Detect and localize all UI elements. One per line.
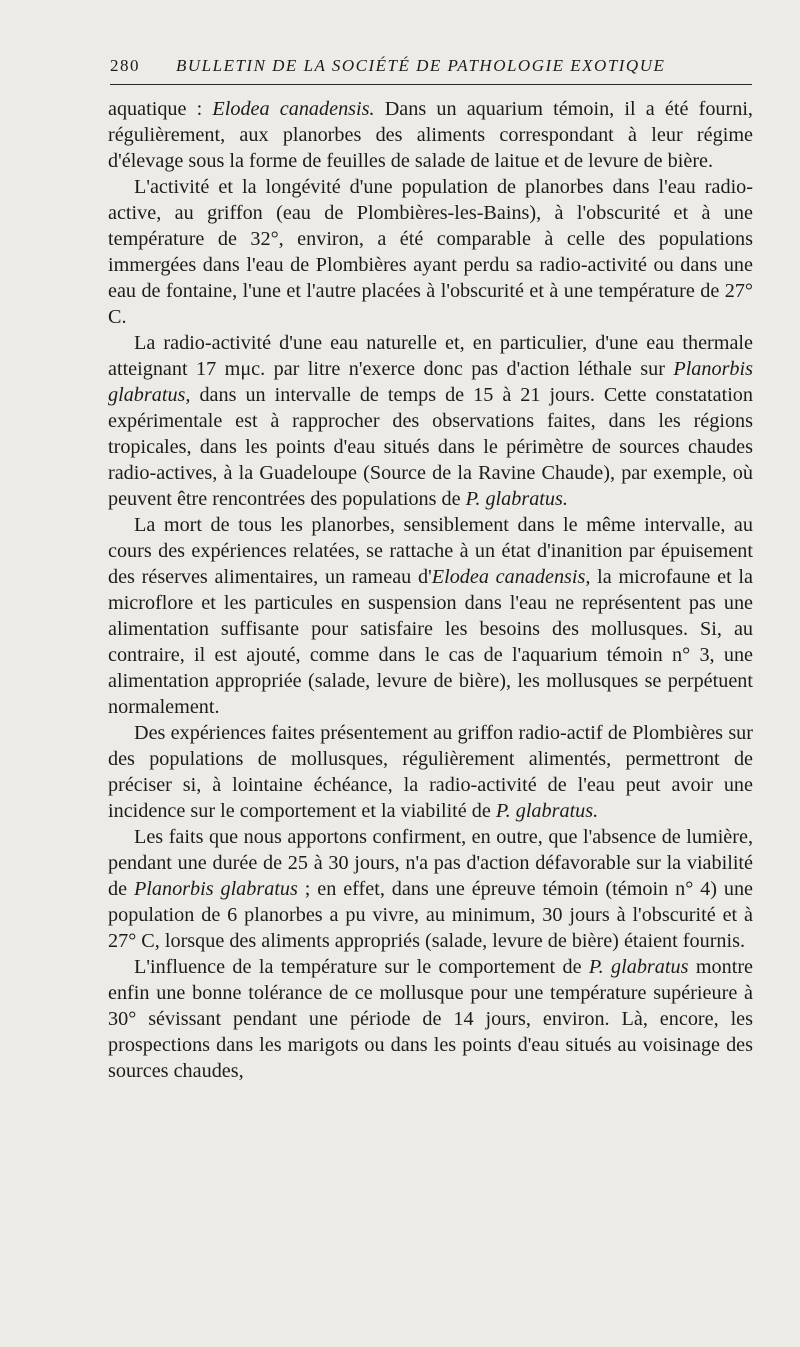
header-rule [110, 84, 752, 85]
italic-run: Elodea canadensis. [212, 98, 375, 120]
italic-run: Planorbis glabratus, [108, 358, 753, 406]
paragraph [108, 330, 753, 512]
text-run: dans un intervalle de temps de 15 à 21 jours. Cette constatation expérimentale est à rapprocher des observations faites, dans les régions tropicales, dans les points d'eau situés dans le périmètre de sources chaudes radio-actives, à la Guadeloupe (Source de la Ravine Chaude), par exemple, où peuvent être rencontrées des populations de [108, 384, 753, 510]
paragraph [108, 954, 753, 1084]
text-run: la microfaune et la microflore et les particules en suspension dans l'eau ne représentent pas une alimentation suffisante pour satisfaire les besoins des mollusques. Si, au contraire, il est ajouté, comme dans le cas de l'aquarium témoin n° 3, une alimentation appropriée (salade, levure de bière), les mollusques se perpétuent normalement. [108, 566, 754, 718]
text-run: L'activité et la longévité d'une population de planorbes dans l'eau radio-active, au griffon (eau de Plombières-les-Bains), à l'obscurité et à une température de 32°, environ, a été comparable à celle des populations immergées dans l'eau de Plombières ayant perdu sa radio-activité ou dans une eau de fontaine, l'une et l'autre placées à l'obscurité et à une température de 27° C. [108, 176, 753, 328]
page-header [110, 56, 750, 80]
text-run: La radio-activité d'une eau naturelle et, en particulier, d'une eau thermale atteignant 17 mμc. par litre n'exerce donc pas d'action léthale sur [108, 332, 753, 380]
text-run: Des expériences faites présentement au griffon radio-actif de Plombières sur des populations de mollusques, régulièrement alimentés, permettront de préciser si, à lointaine échéance, la radio-activité de l'eau peut avoir une incidence sur le comportement et la viabilité de [108, 722, 753, 822]
text-run: ; en effet, dans une épreuve témoin (témoin n° 4) une population de 6 planorbes a pu vivre, au minimum, 30 jours à l'obscurité et à 27° C, lorsque des aliments appropriés (salade, levure de bière) étaient fournis. [108, 878, 754, 952]
paragraph [108, 96, 753, 174]
text-run: aquatique : [108, 98, 213, 120]
paragraph [108, 174, 753, 330]
italic-run: P. glabratus [588, 956, 689, 978]
italic-run: Elodea canadensis, [431, 566, 591, 588]
page-number: 280 [110, 56, 140, 75]
text-run: Les faits que nous apportons confirment, en outre, que l'absence de lumière, pendant une durée de 25 à 30 jours, n'a pas d'action défavorable sur la viabilité de [108, 826, 753, 900]
text-run: La mort de tous les planorbes, sensiblement dans le même intervalle, au cours des expériences relatées, se rattache à un état d'inanition par épuisement des réserves alimentaires, un rameau d' [108, 514, 753, 588]
text-run: montre enfin une bonne tolérance de ce mollusque pour une température supérieure à 30° sévissant pendant une période de 14 jours, environ. Là, encore, les prospections dans les marigots ou dans les points d'eau situés au voisinage des sources chaudes, [108, 956, 753, 1082]
text-run: Dans un aquarium témoin, il a été fourni, régulièrement, aux planorbes des aliments correspondant à leur régime d'élevage sous la forme de feuilles de salade de laitue et de levure de bière. [108, 98, 753, 172]
italic-run: Planorbis glabratus [133, 878, 298, 900]
italic-run: P. glabratus. [495, 800, 599, 822]
italic-run: P. glabratus. [465, 488, 568, 510]
text-run: L'influence de la température sur le comportement de [134, 956, 589, 978]
paragraph [108, 720, 753, 824]
paragraph [108, 512, 753, 720]
paragraph [108, 824, 753, 954]
running-title: BULLETIN DE LA SOCIÉTÉ DE PATHOLOGIE EXOTIQUE [176, 56, 666, 75]
body-text [108, 96, 753, 1084]
